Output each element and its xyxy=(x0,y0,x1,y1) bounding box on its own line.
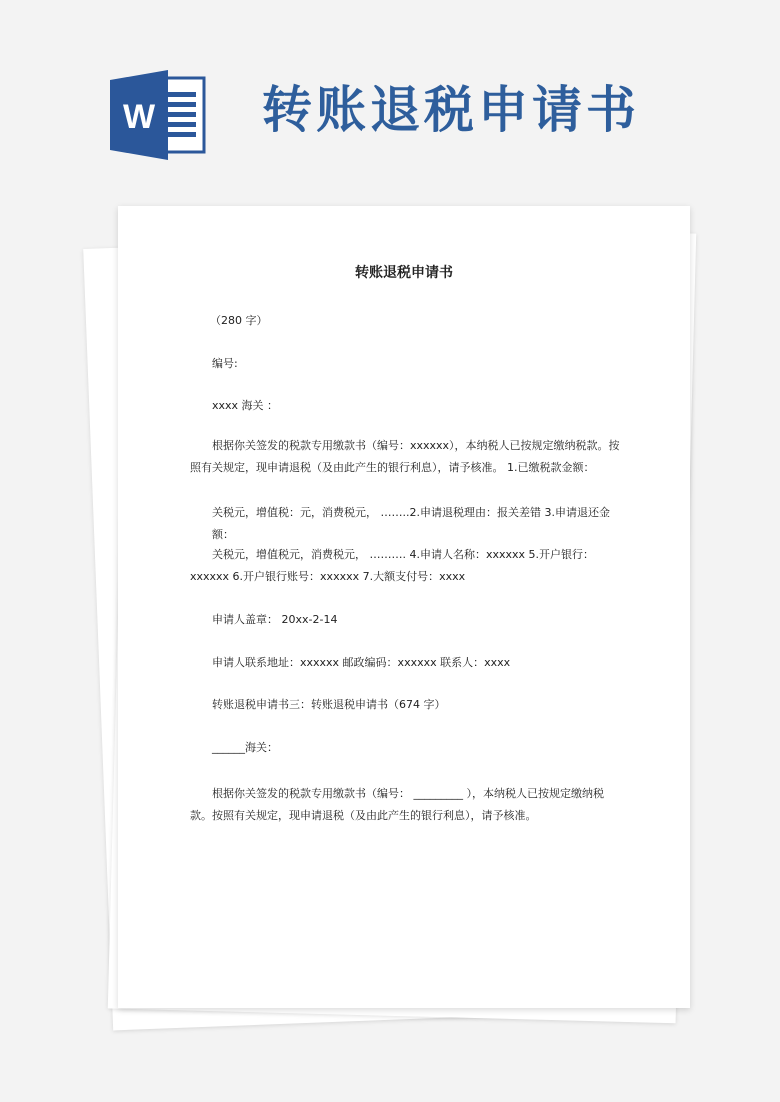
addressee: ______海关： xyxy=(212,741,278,754)
word-count: （280 字） xyxy=(210,314,268,327)
applicant-seal: 申请人盖章： 20xx-2-14 xyxy=(212,613,338,626)
banner xyxy=(0,0,780,190)
addressee: xxxx 海关 ： xyxy=(212,399,279,412)
body-paragraph: 根据你关签发的税款专用缴款书（编号：xxxxxx），本纳税人已按规定缴纳税款。按照有关规定，现申请退税（及由此产生的银行利息），请予核准。 1.已缴税款金额： xyxy=(190,439,620,474)
body-paragraph: 关税元，增值税：元，消费税元， ……..2.申请退税理由：报关差错 3.申请退还金额： xyxy=(212,506,610,541)
banner-title: 转账退税申请书 xyxy=(262,80,640,139)
applicant-contact: 申请人联系地址：xxxxxx 邮政编码：xxxxxx 联系人：xxxx xyxy=(212,656,511,669)
svg-text:W: W xyxy=(122,98,156,136)
body-paragraph: 关税元，增值税元，消费税元， ………. 4.申请人名称：xxxxxx 5.开户银行：xxxxxx 6.开户银行账号：xxxxxx 7.大额支付号：xxxx xyxy=(190,548,595,583)
document-title: 转账退税申请书 xyxy=(355,265,453,281)
word-icon xyxy=(108,68,208,162)
body-paragraph: 根据你关签发的税款专用缴款书（编号： _________ ），本纳税人已按规定缴纳税款。按照有关规定，现申请退税（及由此产生的银行利息），请予核准。 xyxy=(190,787,604,822)
serial-number-label: 编号: xyxy=(212,357,238,370)
document-page xyxy=(118,206,690,1008)
section-heading: 转账退税申请书三：转账退税申请书（674 字） xyxy=(212,698,446,711)
